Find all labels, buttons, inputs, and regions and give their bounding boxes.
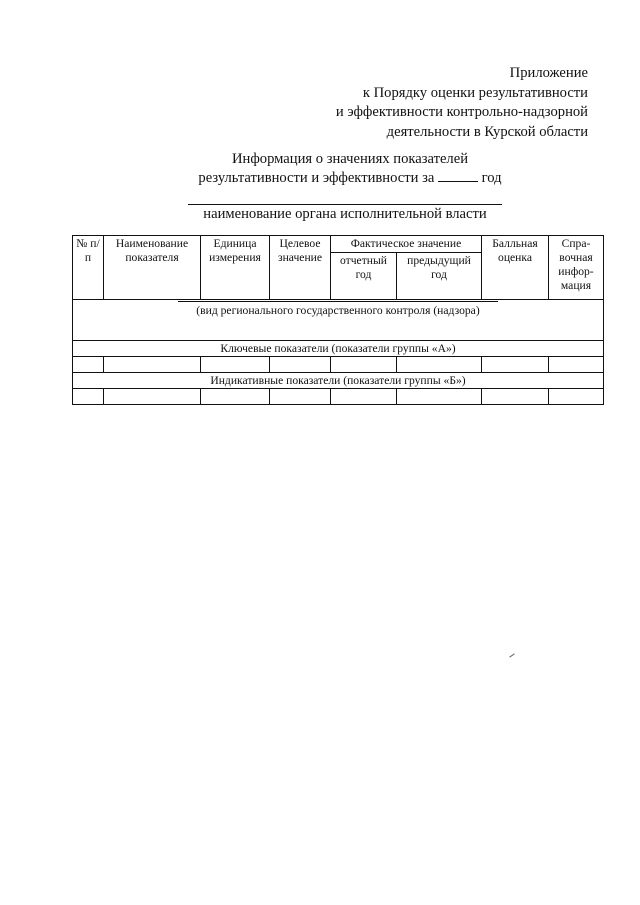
table-cell[interactable] bbox=[104, 357, 201, 373]
title-line-2-prefix: результативности и эффективности за bbox=[198, 170, 435, 186]
table-cell[interactable] bbox=[397, 357, 482, 373]
table-row bbox=[73, 357, 604, 373]
title-line-2-suffix: год bbox=[481, 170, 502, 186]
appendix-line-4: деятельности в Курской области bbox=[386, 123, 588, 140]
header-reference: Спра-вочная инфор-мация bbox=[549, 236, 604, 300]
appendix-line-1: Приложение bbox=[509, 65, 588, 81]
table-cell[interactable] bbox=[104, 389, 201, 405]
table-cell[interactable] bbox=[482, 389, 549, 405]
control-type-caption: (вид регионального государственного контроля (надзора) bbox=[196, 304, 480, 317]
year-blank-field[interactable] bbox=[438, 169, 478, 182]
appendix-line-3: и эффективности контрольно-надзорной bbox=[335, 104, 588, 120]
group-a-row bbox=[73, 341, 604, 357]
table-cell[interactable] bbox=[549, 357, 604, 373]
header-score: Балльная оценка bbox=[482, 236, 549, 300]
group-b-label: Индикативные показатели (показатели группы «Б») bbox=[73, 373, 604, 389]
header-actual-reporting: отчетный год bbox=[331, 253, 397, 300]
scan-mark bbox=[509, 653, 514, 657]
table-cell[interactable] bbox=[397, 389, 482, 405]
table-header-row-1 bbox=[73, 236, 604, 253]
title-line-2 bbox=[100, 169, 600, 188]
table-cell[interactable] bbox=[201, 357, 270, 373]
title-line-1: Информация о значениях показателей bbox=[231, 151, 469, 167]
table-cell[interactable] bbox=[270, 357, 331, 373]
indicators-table bbox=[72, 235, 604, 405]
group-b-row bbox=[73, 373, 604, 389]
table-cell[interactable] bbox=[73, 357, 104, 373]
control-type-cell[interactable] bbox=[73, 300, 604, 341]
header-unit: Единица измерения bbox=[201, 236, 270, 300]
org-name-caption: наименование органа исполнительной власти bbox=[203, 206, 487, 222]
table-cell[interactable] bbox=[270, 389, 331, 405]
table-cell[interactable] bbox=[331, 357, 397, 373]
table-cell[interactable] bbox=[482, 357, 549, 373]
document-title bbox=[100, 150, 600, 188]
table-cell[interactable] bbox=[73, 389, 104, 405]
control-type-blank-line bbox=[178, 301, 498, 302]
header-actual-previous: предыдущий год bbox=[397, 253, 482, 300]
table-row bbox=[73, 389, 604, 405]
header-num: № п/п bbox=[73, 236, 104, 300]
group-a-label: Ключевые показатели (показатели группы «А») bbox=[73, 341, 604, 357]
table-cell[interactable] bbox=[201, 389, 270, 405]
header-actual: Фактическое значение bbox=[331, 236, 482, 253]
table-cell[interactable] bbox=[331, 389, 397, 405]
appendix-heading bbox=[248, 64, 588, 142]
table-cell[interactable] bbox=[549, 389, 604, 405]
header-name: Наименование показателя bbox=[104, 236, 201, 300]
header-target: Целевое значение bbox=[270, 236, 331, 300]
control-type-row bbox=[73, 300, 604, 341]
appendix-line-2: к Порядку оценки результативности bbox=[362, 84, 588, 101]
